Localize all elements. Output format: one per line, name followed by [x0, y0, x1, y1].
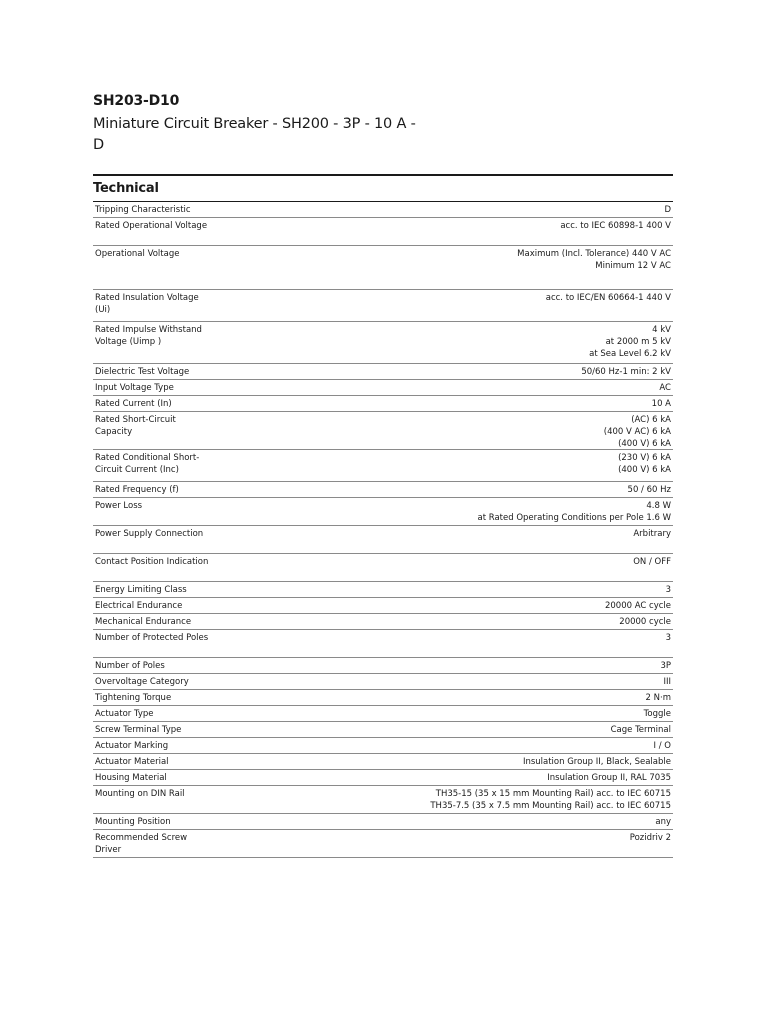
spec-value-line: (400 V) 6 kA: [618, 465, 671, 475]
product-description: Miniature Circuit Breaker - SH200 - 3P - 10 A - D: [93, 116, 416, 153]
spec-value-line: (230 V) 6 kA: [618, 453, 671, 463]
spec-value-line: 3: [665, 633, 671, 643]
spec-label: Energy Limiting Class: [95, 585, 187, 595]
spec-value-line: 20000 AC cycle: [604, 601, 671, 611]
spec-row: [93, 770, 673, 786]
spec-value-line: 4 kV: [652, 325, 671, 335]
spec-label: Rated Impulse Withstand Voltage (Uimp ): [95, 325, 202, 347]
spec-row: [93, 290, 673, 322]
spec-value: [213, 220, 673, 245]
spec-value: [213, 832, 673, 857]
spec-row: [93, 202, 673, 218]
spec-table: [93, 202, 673, 858]
spec-label: Mechanical Endurance: [95, 617, 192, 627]
spec-value-line: acc. to IEC/EN 60664-1 440 V: [545, 293, 671, 303]
spec-row: [93, 582, 673, 598]
spec-label: Tightening Torque: [95, 693, 172, 703]
spec-value-line: TH35-7.5 (35 x 7.5 mm Mounting Rail) acc. to IEC 60715: [430, 801, 671, 811]
spec-value: [213, 366, 673, 379]
spec-row: [93, 690, 673, 706]
spec-row: [93, 706, 673, 722]
spec-value: [213, 616, 673, 629]
spec-value-line: D: [664, 205, 671, 215]
spec-value: [213, 600, 673, 613]
spec-value-line: AC: [659, 383, 671, 393]
spec-value-line: III: [663, 677, 671, 687]
spec-value: [213, 788, 673, 813]
spec-value: [213, 500, 673, 525]
spec-label: Mounting Position: [95, 817, 171, 827]
spec-row: [93, 738, 673, 754]
spec-value-line: Insulation Group II, Black, Sealable: [522, 757, 671, 767]
spec-value: [213, 398, 673, 411]
spec-value-line: Arbitrary: [633, 529, 671, 539]
spec-value-line: (400 V AC) 6 kA: [603, 427, 671, 437]
spec-value: [213, 676, 673, 689]
spec-value-line: ON / OFF: [633, 557, 671, 567]
spec-value: [213, 528, 673, 553]
spec-value-line: 3P: [660, 661, 671, 671]
spec-label: Mounting on DIN Rail: [95, 789, 185, 799]
spec-value-line: at 2000 m 5 kV: [605, 337, 671, 347]
spec-value-line: 4.8 W: [646, 501, 671, 511]
spec-row: [93, 246, 673, 290]
spec-row: [93, 554, 673, 582]
spec-value: [213, 724, 673, 737]
spec-row: [93, 218, 673, 246]
spec-label: Dielectric Test Voltage: [95, 367, 190, 377]
spec-label: Input Voltage Type: [95, 383, 174, 393]
spec-value: [213, 660, 673, 673]
spec-row: [93, 396, 673, 412]
spec-value-line: 50 / 60 Hz: [627, 485, 671, 495]
spec-label: Actuator Marking: [95, 741, 169, 751]
spec-row: [93, 526, 673, 554]
spec-value-line: 20000 cycle: [619, 617, 671, 627]
spec-value-line: Insulation Group II, RAL 7035: [547, 773, 671, 783]
spec-label: Power Loss: [95, 501, 143, 511]
spec-label: Rated Short-Circuit Capacity: [95, 415, 176, 437]
spec-label: Overvoltage Category: [95, 677, 189, 687]
spec-value-line: Pozidriv 2: [629, 833, 671, 843]
spec-label: Housing Material: [95, 773, 167, 783]
spec-row: [93, 322, 673, 364]
spec-value: [213, 382, 673, 395]
spec-value-line: acc. to IEC 60898-1 400 V: [560, 221, 671, 231]
spec-label: Tripping Characteristic: [95, 205, 191, 215]
spec-value: [213, 414, 673, 449]
spec-label: Electrical Endurance: [95, 601, 183, 611]
spec-value-line: I / O: [653, 741, 671, 751]
spec-value: [213, 292, 673, 321]
spec-value-line: (400 V) 6 kA: [618, 439, 671, 449]
section-rule: [93, 174, 673, 176]
spec-value-line: 3: [665, 585, 671, 595]
spec-value: [213, 556, 673, 581]
spec-value: [213, 632, 673, 657]
spec-value: [213, 452, 673, 481]
spec-value-line: at Sea Level 6.2 kV: [589, 349, 671, 359]
spec-row: [93, 450, 673, 482]
spec-row: [93, 786, 673, 814]
spec-row: [93, 754, 673, 770]
spec-value: [213, 324, 673, 363]
spec-value-line: Minimum 12 V AC: [595, 261, 671, 271]
spec-label: Number of Poles: [95, 661, 165, 671]
spec-label: Rated Frequency (f): [95, 485, 179, 495]
spec-label: Actuator Material: [95, 757, 169, 767]
spec-value-line: Maximum (Incl. Tolerance) 440 V AC: [517, 249, 671, 259]
spec-label: Rated Insulation Voltage (Ui): [95, 293, 199, 315]
spec-row: [93, 412, 673, 450]
spec-value: [213, 740, 673, 753]
spec-value-line: (AC) 6 kA: [631, 415, 671, 425]
spec-label: Power Supply Connection: [95, 529, 204, 539]
spec-value: [213, 204, 673, 217]
spec-label: Rated Operational Voltage: [95, 221, 208, 231]
spec-value: [213, 772, 673, 785]
spec-row: [93, 814, 673, 830]
spec-value: [213, 584, 673, 597]
spec-label: Contact Position Indication: [95, 557, 209, 567]
spec-row: [93, 722, 673, 738]
spec-value-line: at Rated Operating Conditions per Pole 1.6 W: [477, 513, 671, 523]
spec-label: Rated Current (In): [95, 399, 172, 409]
spec-row: [93, 380, 673, 396]
spec-value-line: 50/60 Hz-1 min: 2 kV: [581, 367, 671, 377]
spec-row: [93, 830, 673, 858]
spec-row: [93, 364, 673, 380]
spec-row: [93, 498, 673, 526]
spec-value: [213, 248, 673, 289]
spec-value-line: 10 A: [651, 399, 671, 409]
spec-value: [213, 692, 673, 705]
spec-value: [213, 484, 673, 497]
spec-label: Rated Conditional Short-Circuit Current (Inc): [95, 453, 200, 475]
spec-value-line: 2 N·m: [645, 693, 671, 703]
section-title: Technical: [93, 177, 673, 202]
spec-row: [93, 674, 673, 690]
spec-row: [93, 598, 673, 614]
spec-row: [93, 630, 673, 658]
spec-value: [213, 816, 673, 829]
spec-value-line: Toggle: [643, 709, 671, 719]
spec-row: [93, 658, 673, 674]
spec-value-line: any: [655, 817, 671, 827]
product-code: SH203-D10: [93, 93, 180, 109]
technical-section: [93, 174, 673, 858]
spec-label: Actuator Type: [95, 709, 154, 719]
spec-value: [213, 708, 673, 721]
spec-label: Screw Terminal Type: [95, 725, 182, 735]
spec-value-line: TH35-15 (35 x 15 mm Mounting Rail) acc. to IEC 60715: [435, 789, 671, 799]
spec-value-line: Cage Terminal: [610, 725, 671, 735]
spec-label: Recommended Screw Driver: [95, 833, 188, 855]
spec-row: [93, 614, 673, 630]
spec-label: Operational Voltage: [95, 249, 180, 259]
spec-row: [93, 482, 673, 498]
spec-value: [213, 756, 673, 769]
spec-label: Number of Protected Poles: [95, 633, 209, 643]
